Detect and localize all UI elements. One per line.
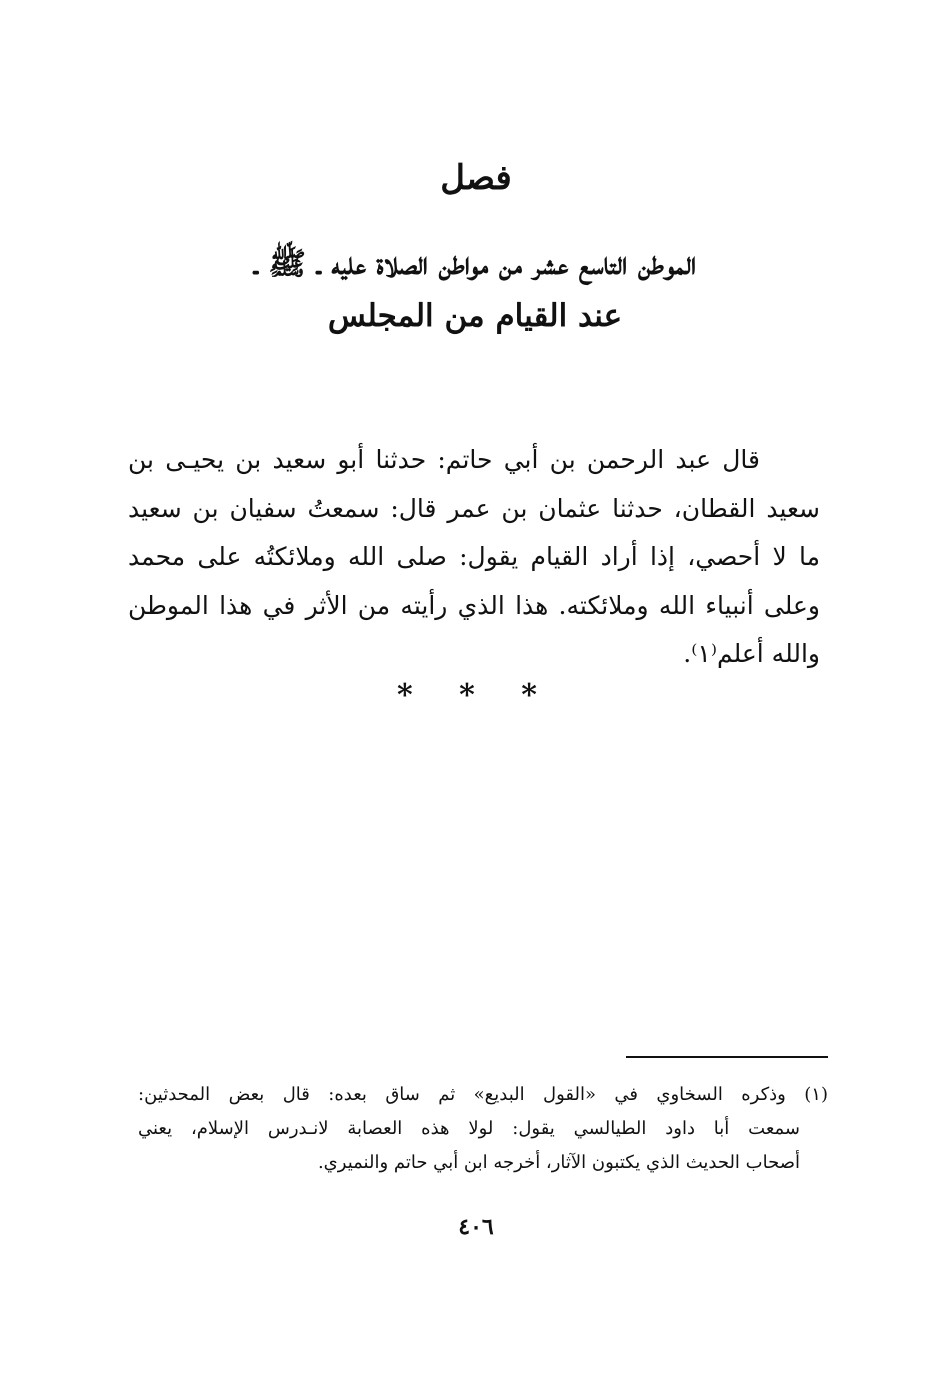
page-number: ٤٠٦ [458,1214,494,1240]
section-separator: * * * [397,678,555,713]
footnote-line: سمعت أبا داود الطيالسي يقول: لولا هذه العصابة لانـدرس الإسلام، يعني [138,1118,800,1139]
paragraph-line: قال عبد الرحمن بن أبي حاتم: حدثنا أبو سعيد بن يحيـى بن [128,445,760,474]
paragraph-line: والله أعلم⁽١⁾. [683,639,820,668]
footnotes [138,1078,828,1180]
paragraph-line: ما لا أحصي، إذا أراد القيام يقول: صلى الله وملائكتُه على محمد [128,542,820,571]
section-title: فصل [440,158,512,198]
chapter-heading [110,238,840,342]
main-paragraph [128,436,820,679]
heading-line-1: الموطن التاسع عشر من مواطن الصلاة عليه ـ ﷺ ـ [253,246,697,282]
paragraph-line: وعلى أنبياء الله وملائكته. هذا الذي رأيته من الأثر في هذا الموطن [128,590,820,620]
heading-line-2: عند القيام من المجلس [327,298,623,334]
footnote-line: (١) وذكره السخاوي في «القول البديع» ثم ساق بعده: قال بعض المحدثين: [138,1084,828,1105]
footnote-line: أصحاب الحديث الذي يكتبون الآثار، أخرجه ابن أبي حاتم والنميري. [317,1152,800,1173]
footnote-divider [626,1056,828,1058]
paragraph-line: سعيد القطان، حدثنا عثمان بن عمر قال: سمعتُ سفيان بن سعيد [128,493,820,523]
